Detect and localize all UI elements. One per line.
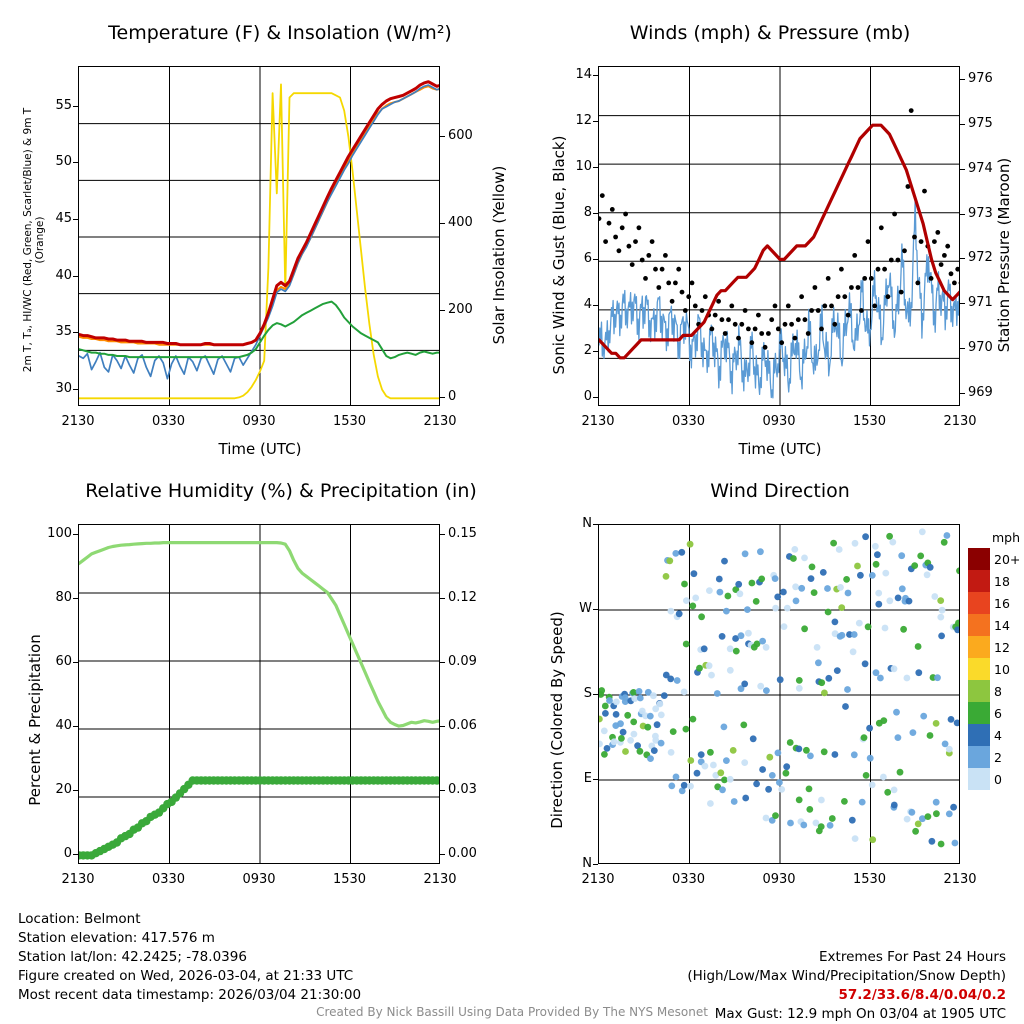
y-tick: 0 (63, 846, 72, 862)
y-tick-right: 400 (448, 214, 473, 230)
x-tick: 1530 (332, 872, 367, 887)
x-tick: 0330 (671, 872, 706, 887)
series-wind-direction (599, 525, 960, 864)
extremes-subheading: (High/Low/Max Wind/Precipitation/Snow Depth) (687, 968, 1006, 984)
y-tick-mark-right (440, 534, 445, 535)
x-tick: 2130 (61, 414, 95, 429)
extremes-heading: Extremes For Past 24 Hours (819, 949, 1006, 965)
colorbar-label: 8 (994, 684, 1002, 699)
y-tick: 10 (575, 159, 592, 175)
footer-timestamp: Most recent data timestamp: 2026/03/04 21:30:00 (18, 987, 362, 1003)
colorbar-label: 20+ (994, 552, 1021, 567)
y-tick-mark-right (960, 214, 965, 215)
x-tick: 2130 (423, 872, 457, 887)
x-tick: 2130 (943, 872, 977, 887)
y-axis-label-insolation: Solar Insolation (Yellow) (490, 165, 508, 345)
y-tick-right: 200 (448, 302, 473, 318)
colorbar-swatch (968, 746, 990, 768)
y-tick-mark-right (440, 790, 445, 791)
y-tick-mark-right (440, 662, 445, 663)
x-tick: 2130 (581, 414, 615, 429)
y-tick-mark-right (440, 310, 445, 311)
y-tick: 4 (583, 296, 592, 312)
y-tick-mark (593, 694, 598, 695)
x-tick: 0330 (151, 414, 186, 429)
plot-area-winds (598, 66, 960, 406)
y-tick-right: 970 (968, 339, 993, 355)
y-tick-right: 976 (968, 71, 993, 87)
x-tick: 0930 (242, 414, 276, 429)
footer-left (18, 910, 361, 1005)
y-tick-mark (73, 332, 78, 333)
colorbar-label: 12 (994, 640, 1010, 655)
y-tick-right: 0.00 (448, 846, 477, 862)
x-tick: 0930 (242, 872, 276, 887)
y-tick-mark (593, 259, 598, 260)
y-tick: 40 (55, 267, 72, 283)
y-tick-mark (73, 106, 78, 107)
y-tick: 80 (55, 589, 72, 605)
x-tick: 2130 (423, 414, 457, 429)
colorbar-label: 18 (994, 574, 1010, 589)
colorbar-swatch (968, 614, 990, 636)
y-tick: 100 (47, 525, 72, 541)
y-tick: 50 (55, 154, 72, 170)
y-tick-mark (593, 167, 598, 168)
y-tick-mark (73, 219, 78, 220)
x-tick: 2130 (581, 872, 615, 887)
colorbar-swatch (968, 768, 990, 790)
colorbar-swatch (968, 592, 990, 614)
y-tick-mark (593, 213, 598, 214)
colorbar-label: 10 (994, 662, 1010, 677)
y-tick-mark-right (960, 124, 965, 125)
series-humidity (79, 525, 440, 864)
y-tick-right: 0.09 (448, 653, 477, 669)
y-tick: 35 (55, 324, 72, 340)
y-tick-mark-right (960, 79, 965, 80)
plot-area-wind-direction (598, 524, 960, 864)
y-tick-mark (593, 864, 598, 865)
colorbar-title: mph (992, 530, 1021, 545)
colorbar-label: 16 (994, 596, 1010, 611)
y-tick-mark (593, 75, 598, 76)
y-tick-right: 0.03 (448, 782, 477, 798)
y-tick-direction: N (582, 516, 592, 531)
y-tick: 60 (55, 653, 72, 669)
y-tick-mark-right (960, 303, 965, 304)
y-tick-right: 0.06 (448, 718, 477, 734)
y-tick-mark (73, 389, 78, 390)
y-axis-label-humidity: Percent & Precipitation (26, 634, 44, 806)
y-tick-mark-right (960, 393, 965, 394)
series-winds (599, 67, 960, 406)
credit-line: Created By Nick Bassill Using Data Provided By The NYS Mesonet (316, 1005, 708, 1019)
x-tick: 0930 (762, 872, 796, 887)
y-tick-right: 973 (968, 205, 993, 221)
y-tick: 45 (55, 211, 72, 226)
y-tick-right: 971 (968, 295, 993, 311)
y-axis-label-temperature: 2m T, Tₐ, HI/WC (Red, Green, Scarlet/Blue) & 9m T (Orange) (22, 107, 46, 373)
colorbar-label: 0 (994, 772, 1002, 787)
y-tick-right: 0.12 (448, 589, 477, 605)
y-tick-mark (593, 351, 598, 352)
colorbar-swatch (968, 680, 990, 702)
colorbar-swatch (968, 548, 990, 570)
y-axis-label-wind-direction: Direction (Colored By Speed) (548, 611, 566, 829)
y-tick-mark (593, 609, 598, 610)
y-tick-direction: N (582, 856, 592, 871)
y-tick-mark-right (440, 726, 445, 727)
y-tick-mark (593, 779, 598, 780)
colorbar-label: 2 (994, 750, 1002, 765)
x-axis-label-temperature: Time (UTC) (218, 440, 302, 458)
colorbar-swatch (968, 636, 990, 658)
y-tick-right: 972 (968, 250, 993, 266)
y-tick-right: 969 (968, 384, 993, 400)
max-gust-line: Max Gust: 12.9 mph On 03/04 at 1905 UTC (714, 1006, 1006, 1022)
y-tick-mark (73, 854, 78, 855)
y-tick-mark (593, 397, 598, 398)
chart-title-wind-direction: Wind Direction (710, 480, 850, 502)
y-tick-mark (73, 598, 78, 599)
y-tick: 40 (55, 718, 72, 734)
y-tick: 14 (575, 67, 592, 83)
footer-created: Figure created on Wed, 2026-03-04, at 21:33 UTC (18, 968, 354, 984)
y-tick-mark-right (440, 223, 445, 224)
y-tick-mark-right (960, 258, 965, 259)
y-tick-mark-right (440, 136, 445, 137)
y-tick: 55 (55, 97, 72, 113)
wind-speed-colorbar (968, 530, 1021, 790)
y-tick: 0 (583, 388, 592, 404)
y-axis-label-pressure: Station Pressure (Maroon) (995, 157, 1013, 353)
colorbar-label: 14 (994, 618, 1010, 633)
x-tick: 1530 (332, 414, 367, 429)
y-tick-direction: E (583, 771, 592, 786)
y-tick: 30 (55, 381, 72, 396)
y-tick-direction: W (579, 601, 592, 616)
y-tick-mark (73, 726, 78, 727)
extremes-values: 57.2/33.6/8.4/0.04/0.2 (838, 987, 1006, 1003)
y-tick-mark-right (440, 397, 445, 398)
footer-latlon: Station lat/lon: 42.2425; -78.0396 (18, 949, 247, 965)
colorbar-swatch (968, 702, 990, 724)
chart-title-winds: Winds (mph) & Pressure (mb) (629, 22, 911, 44)
y-tick-mark-right (960, 348, 965, 349)
series-temperature (79, 67, 440, 406)
y-axis-label-winds: Sonic Wind & Gust (Blue, Black) (550, 135, 568, 375)
y-tick-mark (593, 305, 598, 306)
x-axis-label-winds: Time (UTC) (738, 440, 822, 458)
x-tick: 0330 (151, 872, 186, 887)
y-tick-right: 0 (448, 389, 457, 405)
footer-elevation: Station elevation: 417.576 m (18, 930, 215, 946)
y-tick-mark-right (440, 854, 445, 855)
colorbar-label: 6 (994, 706, 1002, 721)
y-tick-mark-right (440, 598, 445, 599)
x-tick: 2130 (943, 414, 977, 429)
chart-title-temperature: Temperature (F) & Insolation (W/m²) (108, 22, 452, 44)
y-tick-right: 975 (968, 116, 993, 132)
y-tick-right: 600 (448, 127, 473, 143)
y-tick-mark-right (960, 169, 965, 170)
plot-area-humidity (78, 524, 440, 864)
x-tick: 1530 (852, 414, 887, 429)
y-tick: 2 (583, 342, 592, 358)
y-tick: 6 (583, 250, 592, 266)
footer-location: Location: Belmont (18, 911, 141, 927)
y-tick-right: 0.15 (448, 525, 477, 541)
plot-area-temperature (78, 66, 440, 406)
y-tick: 20 (55, 782, 72, 798)
x-tick: 1530 (852, 872, 887, 887)
y-tick-mark (73, 162, 78, 163)
y-tick-direction: S (583, 686, 592, 701)
x-tick: 0930 (762, 414, 796, 429)
y-tick-mark (73, 534, 78, 535)
colorbar-swatch (968, 724, 990, 746)
y-tick-mark (73, 276, 78, 277)
x-tick: 2130 (61, 872, 95, 887)
colorbar-swatch (968, 658, 990, 680)
y-tick-mark (73, 790, 78, 791)
chart-title-humidity: Relative Humidity (%) & Precipitation (in) (85, 480, 477, 502)
x-tick: 0330 (671, 414, 706, 429)
y-tick-mark (593, 121, 598, 122)
colorbar-swatch (968, 570, 990, 592)
y-tick-mark (593, 524, 598, 525)
y-tick-mark (73, 662, 78, 663)
y-tick-right: 974 (968, 160, 993, 176)
y-tick: 12 (575, 113, 592, 129)
y-tick: 8 (583, 205, 592, 221)
colorbar-label: 4 (994, 728, 1002, 743)
